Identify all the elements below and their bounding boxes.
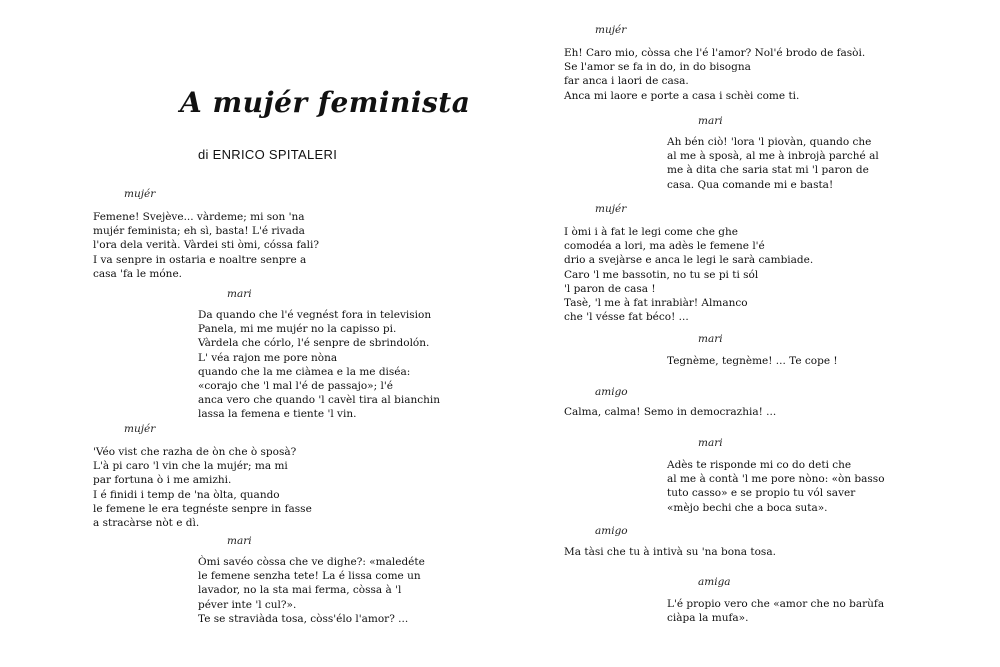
verse-line: 'l paron de casa ! bbox=[564, 282, 656, 295]
verse-block bbox=[667, 458, 885, 515]
verse-line: al me à contà 'l me pore nòno: «òn basso bbox=[667, 473, 885, 486]
verse-block bbox=[564, 46, 865, 103]
verse-line: me à dita che saria stat mi 'l paron de bbox=[667, 164, 869, 177]
verse-line: Caro 'l me bassotin, no tu se pi ti sól bbox=[564, 268, 759, 281]
speaker-label: mari bbox=[227, 288, 252, 300]
right-page bbox=[500, 0, 1000, 667]
speaker-label: mujér bbox=[124, 423, 156, 435]
verse-line: 'Véo vist che razha de òn che ò sposà? bbox=[93, 446, 297, 458]
verse-line: lavador, no la sta mai ferma, còssa à 'l bbox=[198, 584, 402, 597]
verse-line: casa 'fa le móne. bbox=[93, 267, 182, 280]
verse-block bbox=[667, 597, 884, 625]
verse-line: Panela, mi me mujér no la capisso pi. bbox=[198, 323, 397, 336]
verse-line: I é finidi i temp de 'na òlta, quando bbox=[93, 488, 280, 501]
speaker-label: mari bbox=[227, 535, 252, 547]
speaker-label: mujér bbox=[595, 203, 627, 215]
verse-line: che 'l vésse fat béco! ... bbox=[564, 311, 689, 324]
verse-line: Tegnème, tegnème! ... Te cope ! bbox=[667, 355, 838, 367]
verse-line: Eh! Caro mio, còssa che l'é l'amor? Nol'é brodo de fasòi. bbox=[564, 47, 866, 59]
verse-line: le femene le era tegnéste senpre in fasse bbox=[93, 502, 312, 515]
verse-line: par fortuna ò i me amizhi. bbox=[93, 474, 232, 487]
verse-line: anca vero che quando 'l cavèl tira al bianchin bbox=[198, 394, 440, 407]
speaker-label: amigo bbox=[595, 525, 628, 537]
verse-line: Anca mi laore e porte a casa i schèi come ti. bbox=[564, 89, 800, 102]
verse-line: Da quando che l'é vegnést fora in television bbox=[198, 309, 432, 321]
verse-block bbox=[667, 135, 879, 192]
verse-line: drio a svejàrse e anca le legi le sarà cambiade. bbox=[564, 254, 814, 267]
verse-line: casa. Qua comande mi e basta! bbox=[667, 178, 834, 191]
poem-title: A mujér feminista bbox=[180, 86, 471, 119]
verse-block bbox=[564, 225, 813, 324]
speaker-label: amiga bbox=[698, 576, 731, 588]
verse-line: mujér feminista; eh sì, basta! L'é rivada bbox=[93, 225, 305, 238]
verse-line: péver inte 'l cul?». bbox=[198, 598, 297, 611]
verse-block bbox=[564, 405, 776, 419]
verse-block bbox=[93, 445, 312, 530]
speaker-label: mari bbox=[698, 437, 723, 449]
verse-line: L' véa rajon me pore nòna bbox=[198, 351, 338, 364]
verse-line: I va senpre in ostaria e noaltre senpre a bbox=[93, 253, 307, 266]
verse-block bbox=[564, 545, 776, 559]
verse-line: tuto casso» e se propio tu vól saver bbox=[667, 487, 856, 500]
verse-line: I òmi i à fat le legi come che ghe bbox=[564, 226, 738, 238]
speaker-label: mari bbox=[698, 115, 723, 127]
verse-line: far anca i laori de casa. bbox=[564, 75, 689, 88]
verse-line: «mèjo bechi che a boca suta». bbox=[667, 501, 828, 514]
verse-block bbox=[198, 555, 425, 626]
verse-line: L'é propio vero che «amor che no barùfa bbox=[667, 598, 885, 610]
verse-line: Calma, calma! Semo in democrazhia! ... bbox=[564, 406, 777, 418]
verse-block bbox=[667, 354, 838, 368]
verse-line: L'à pi caro 'l vin che la mujér; ma mi bbox=[93, 460, 288, 473]
verse-line: Òmi savéo còssa che ve dighe?: «maledéte bbox=[198, 556, 425, 568]
verse-line: «corajo che 'l mal l'é de passajo»; l'é bbox=[198, 380, 393, 393]
verse-line: quando che la me ciàmea e la me diséa: bbox=[198, 365, 411, 378]
verse-block bbox=[198, 308, 440, 422]
verse-line: le femene senzha tete! La é lissa come un bbox=[198, 570, 421, 583]
author-line: di ENRICO SPITALERI bbox=[198, 147, 338, 162]
speaker-label: mari bbox=[698, 333, 723, 345]
verse-line: ciàpa la mufa». bbox=[667, 612, 749, 625]
verse-line: Ma tàsi che tu à intivà su 'na bona tosa. bbox=[564, 546, 776, 558]
verse-line: Tasè, 'l me à fat inrabiàr! Almanco bbox=[564, 297, 748, 310]
verse-line: Femene! Svejève... vàrdeme; mi son 'na bbox=[93, 211, 305, 223]
verse-line: Vàrdela che córlo, l'é senpre de sbrindolón. bbox=[198, 337, 430, 350]
verse-line: a stracàrse nòt e dì. bbox=[93, 517, 200, 530]
verse-line: l'ora dela verità. Vàrdei sti òmi, cóssa fali? bbox=[93, 239, 319, 252]
verse-line: comodéa a lori, ma adès le femene l'é bbox=[564, 240, 765, 253]
verse-line: Te se straviàda tosa, còss'élo l'amor? ... bbox=[198, 612, 409, 625]
verse-line: Adès te risponde mi co do deti che bbox=[667, 459, 852, 471]
speaker-label: mujér bbox=[595, 24, 627, 36]
verse-line: al me à sposà, al me à inbrojà parché al bbox=[667, 150, 879, 163]
verse-line: lassa la femena e tiente 'l vin. bbox=[198, 408, 357, 421]
verse-line: Ah bén ciò! 'lora 'l piovàn, quando che bbox=[667, 136, 872, 148]
speaker-label: amigo bbox=[595, 386, 628, 398]
speaker-label: mujér bbox=[124, 188, 156, 200]
verse-block bbox=[93, 210, 319, 281]
verse-line: Se l'amor se fa in do, in do bisogna bbox=[564, 61, 751, 74]
